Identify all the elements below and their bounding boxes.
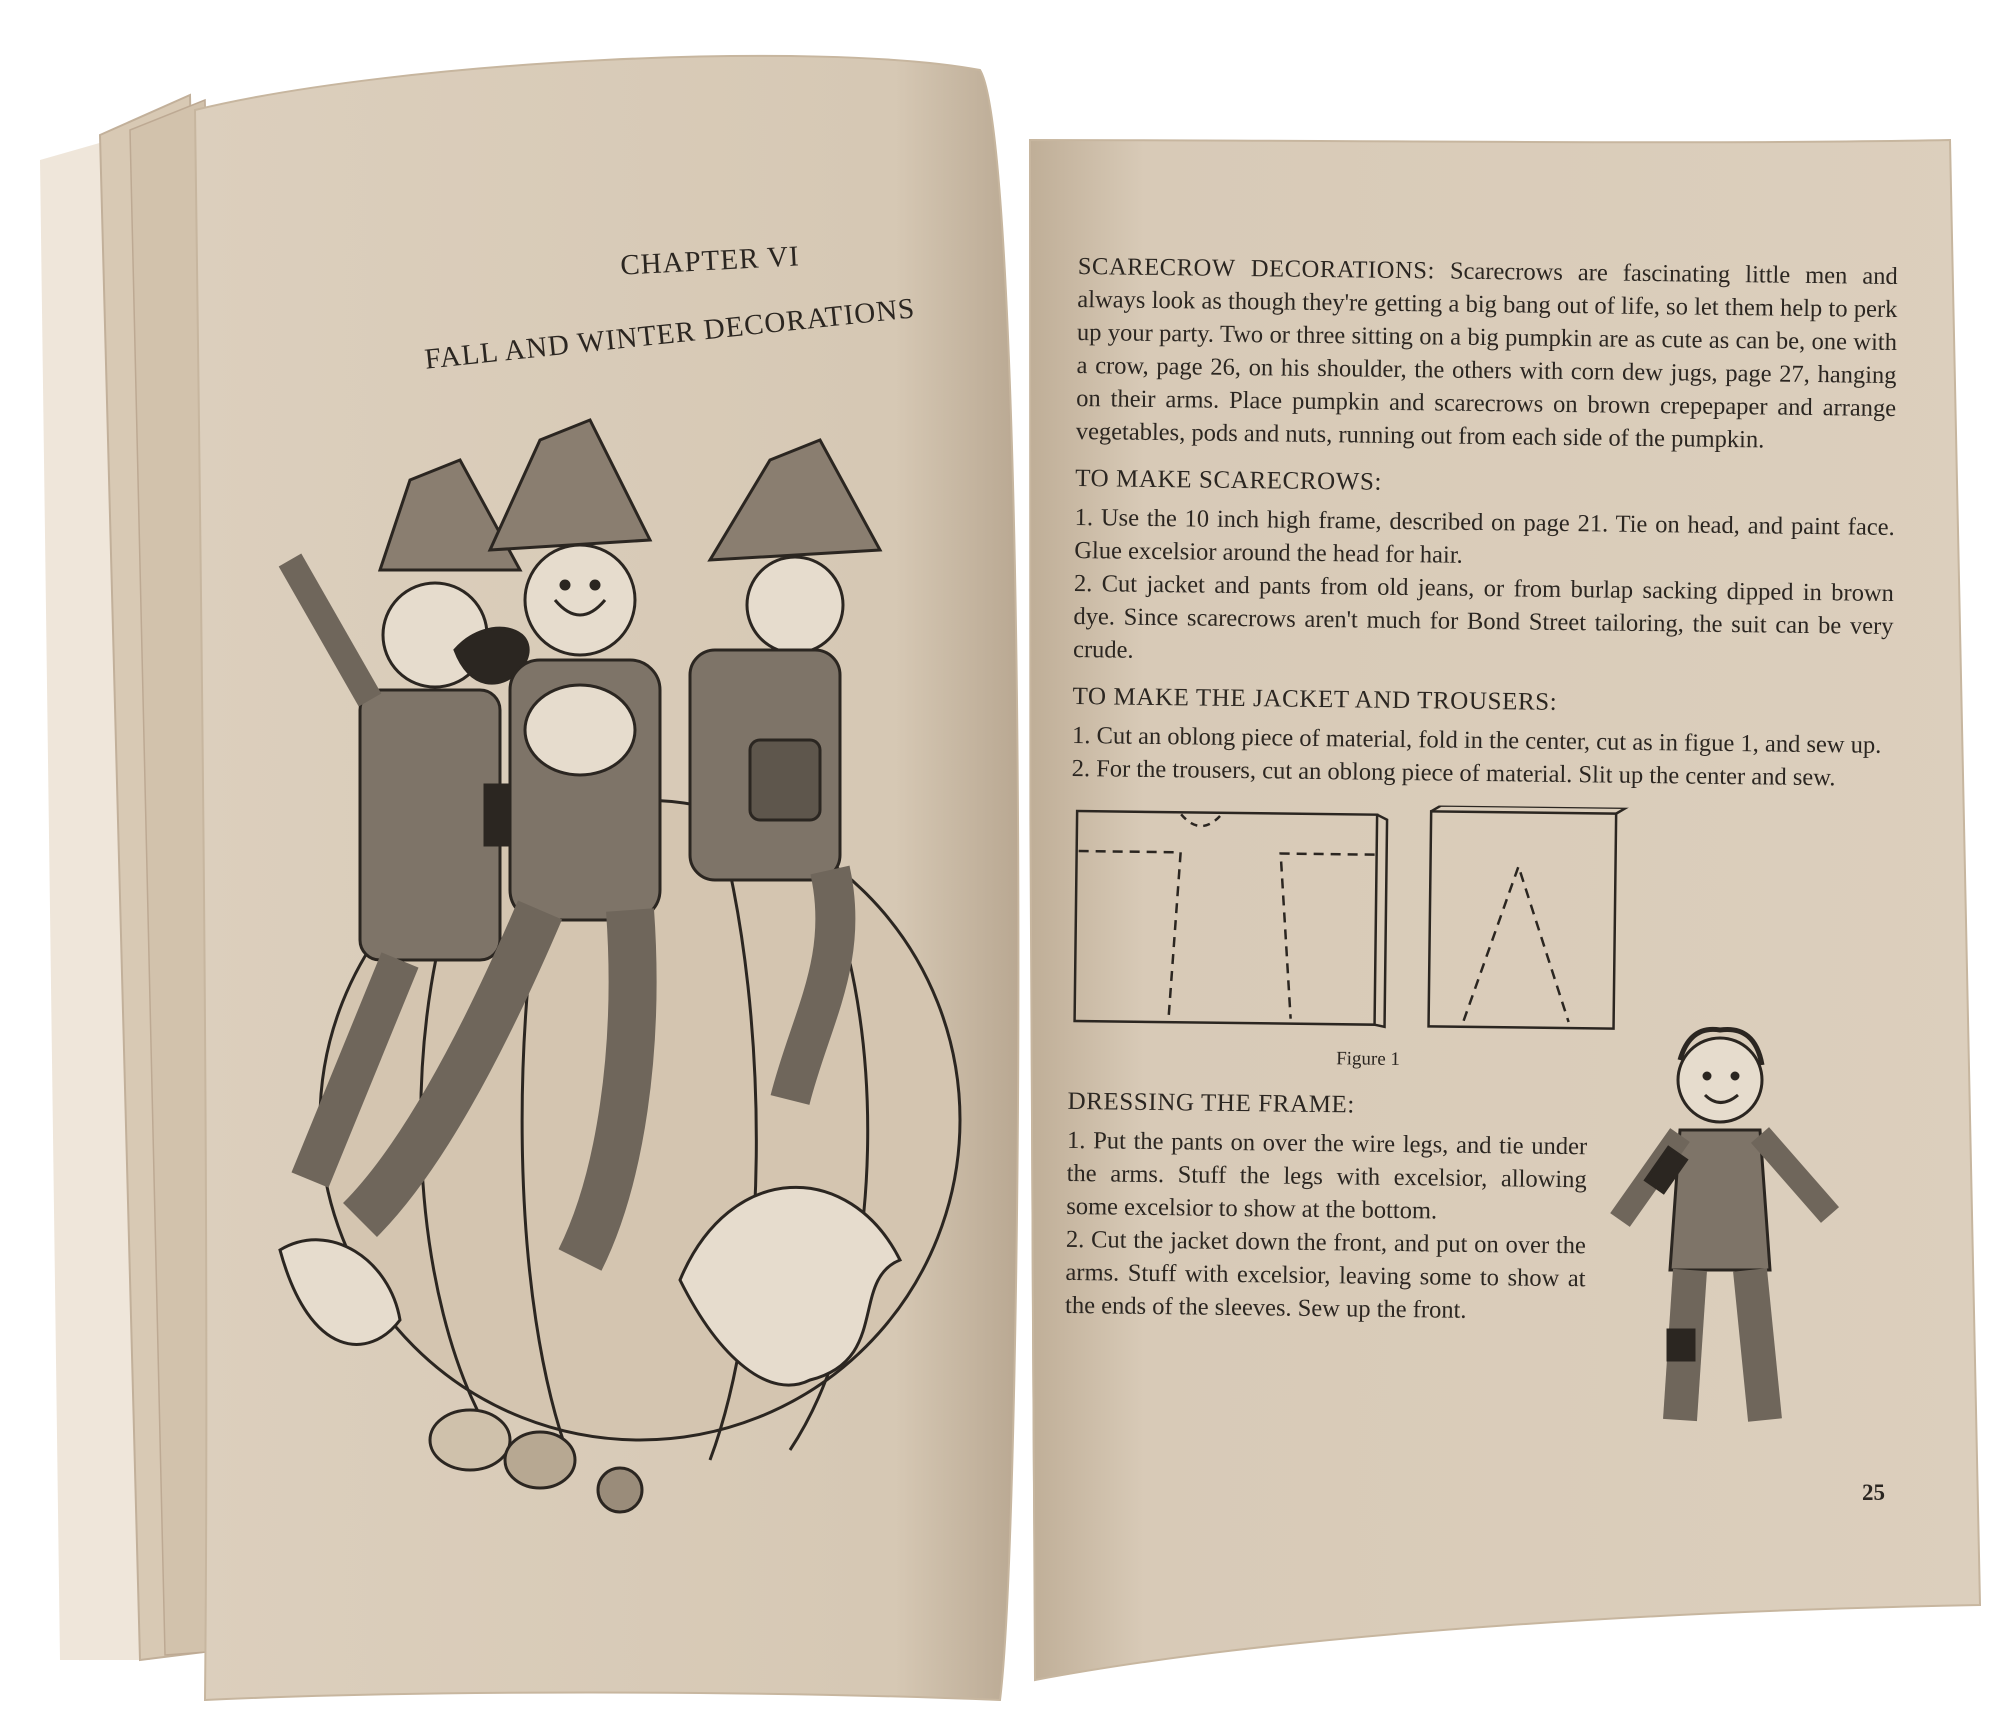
figure-caption: Figure 1	[1336, 1048, 1401, 1070]
make-scarecrows-heading: TO MAKE SCARECROWS:	[1075, 464, 1383, 496]
dressed-scarecrow-illustration	[1610, 1010, 1850, 1440]
pattern-diagram	[1068, 801, 1631, 1038]
dressing-section	[1065, 1085, 1588, 1328]
chapter-heading: CHAPTER VI	[619, 240, 801, 282]
page-number: 25	[1862, 1480, 1885, 1505]
dressing-step-2: 2. Cut the jacket down the front, and put on over the arms. Stuff with excelsior, leaving some to show at the ends of the sleeves. Sew up the front.	[1064, 1225, 1587, 1324]
intro-paragraph	[1076, 250, 1898, 458]
jacket-pattern	[1075, 811, 1378, 1025]
jacket-trousers-step-2: 2. For the trousers, cut an oblong piece of material. Slit up the center and sew.	[1071, 754, 1836, 792]
head	[1678, 1038, 1762, 1122]
trousers-pattern	[1429, 811, 1617, 1028]
jacket-trousers-step-1: 1. Cut an oblong piece of material, fold in the center, cut as in figue 1, and sew up.	[1071, 721, 1882, 759]
jacket-trousers-heading: TO MAKE THE JACKET AND TROUSERS:	[1072, 682, 1558, 716]
intro-heading: SCARECROW DECORATIONS:	[1077, 252, 1436, 285]
dressing-step-1: 1. Put the pants on over the wire legs, and tie under the arms. Stuff the legs with excelsior, allowing some excelsior to show at the bottom.	[1066, 1126, 1588, 1225]
dressing-heading: DRESSING THE FRAME:	[1067, 1087, 1356, 1119]
make-scarecrows-step-1: 1. Use the 10 inch high frame, described on page 21. Tie on head, and paint face. Glue excelsior around the head for hair.	[1074, 503, 1895, 569]
scarecrow-illustration	[250, 400, 1030, 1520]
make-scarecrows-step-2: 2. Cut jacket and pants from old jeans, or from burlap sacking dipped in brown dye. Since scarecrows aren't much for Bond Street tailoring, the suit can be very crude.	[1072, 569, 1895, 664]
chapter-title: FALL AND WINTER DECORATIONS	[423, 292, 917, 376]
intro-text: Scarecrows are fascinating little men and always look as though they're getting a big bang out of life, so let them help to perk up your party. Two or three sitting on a big pumpkin are as cute as can be, one with a crow, page 26, on his shoulder, the others with corn dew jugs, page 27, hanging on their arms. Place pumpkin and scarecrows on brown crepepaper and arrange vegetables, pods and nuts, running out from each side of the pumpkin.	[1075, 257, 1898, 454]
